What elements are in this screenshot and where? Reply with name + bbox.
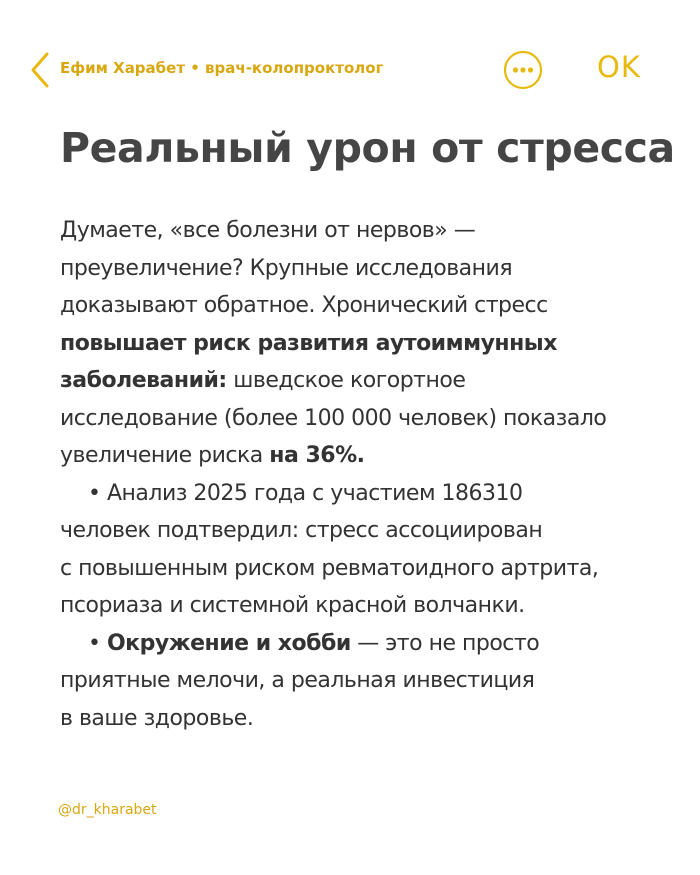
paragraph-line: с повышенным риском ревматоидного артрита, xyxy=(60,555,599,581)
highlight-text: на 36%. xyxy=(269,443,365,468)
chevron-left-icon xyxy=(28,50,52,90)
ok-button[interactable]: OK xyxy=(597,50,641,84)
paragraph-line: преувеличение? Крупные исследования xyxy=(60,255,513,281)
back-button[interactable] xyxy=(28,50,52,90)
paragraph-line: в ваше здоровье. xyxy=(60,705,254,731)
paragraph-line: приятные мелочи, а реальная инвестиция xyxy=(60,668,535,693)
paragraph-line: псориаза и системной красной волчанки. xyxy=(60,593,525,618)
paragraph-line xyxy=(60,362,685,400)
body-text: шведское когортное xyxy=(226,368,466,393)
highlight-text: заболеваний: xyxy=(60,368,227,393)
bullet-marker: • xyxy=(88,630,107,656)
bullet-line: • Анализ 2025 года с участием 186310 xyxy=(88,480,523,506)
body-text: — это не просто xyxy=(350,630,540,656)
article-body xyxy=(60,212,685,737)
author-handle: @dr_kharabet xyxy=(58,802,157,818)
highlight-text: Окружение и хобби xyxy=(106,630,351,656)
paragraph-line xyxy=(60,325,685,363)
body-text: увеличение риска xyxy=(60,443,270,468)
bullet-line xyxy=(60,625,685,663)
more-options-button[interactable] xyxy=(503,50,543,90)
paragraph-line: доказывают обратное. Хронический стресс xyxy=(60,293,548,318)
author-title: Ефим Харабет • врач-колопроктолог xyxy=(60,59,384,77)
highlight-text: повышает риск развития аутоиммунных xyxy=(60,330,557,356)
top-bar xyxy=(0,0,700,140)
paragraph-line: человек подтвердил: стресс ассоциирован xyxy=(60,518,543,543)
paragraph-line xyxy=(60,437,685,475)
more-horizontal-icon xyxy=(503,50,543,90)
page-title: Реальный урон от стресса xyxy=(60,124,675,172)
paragraph-line: Думаете, «все болезни от нервов» — xyxy=(60,218,476,243)
paragraph-line: исследование (более 100 000 человек) показало xyxy=(60,405,607,431)
